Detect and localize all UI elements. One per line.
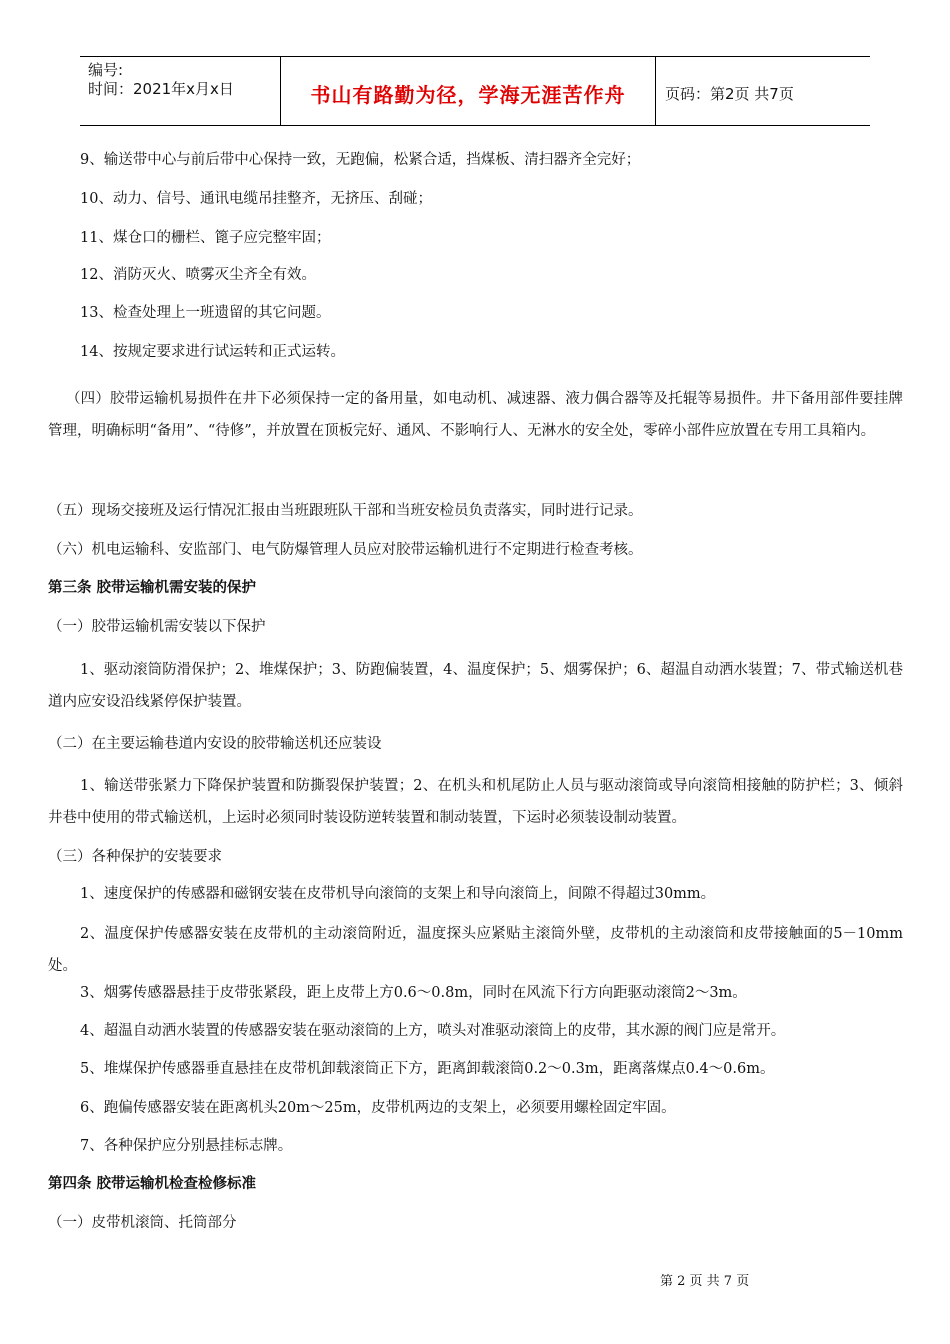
body-line: 10、动力、信号、通讯电缆吊挂整齐，无挤压、刮碰； — [80, 191, 432, 207]
page-footer: 第 2 页 共 7 页 — [660, 1274, 750, 1289]
body-line: 5、堆煤保护传感器垂直悬挂在皮带机卸载滚筒正下方，距离卸载滚筒0.2～0.3m，距离落煤点0.4～0.6m。 — [80, 1061, 775, 1077]
section-heading: 第四条 胶带运输机检查检修标准 — [48, 1176, 257, 1192]
body-paragraph: 1、输送带张紧力下降保护装置和防撕裂保护装置；2、在机头和机尾防止人员与驱动滚筒或导向滚筒相接触的防护栏；3、倾斜井巷中使用的带式输送机，上运时必须同时装设防逆转装置和制动装置，下运时必须装设制动装置。 — [48, 778, 903, 826]
body-line: （三）各种保护的安装要求 — [48, 849, 222, 865]
body-line: 3、烟雾传感器悬挂于皮带张紧段，距上皮带上方0.6～0.8m，同时在风流下行方向距驱动滚筒2～3m。 — [80, 985, 747, 1001]
document-time: 时间：2021年x月x日 — [88, 80, 234, 98]
body-line: （六）机电运输科、安监部门、电气防爆管理人员应对胶带运输机进行不定期进行检查考核。 — [48, 542, 643, 558]
body-line: 14、按规定要求进行试运转和正式运转。 — [80, 344, 345, 360]
body-line: 7、各种保护应分别悬挂标志牌。 — [80, 1138, 293, 1154]
body-paragraph: （四）胶带运输机易损件在井下必须保持一定的备用量，如电动机、减速器、液力偶合器等及托辊等易损件。井下备用部件要挂牌管理，明确标明“备用”、“待修”，并放置在顶板完好、通风、不影响行人、无淋水的安全处，零碎小部件应放置在专用工具箱内。 — [48, 391, 903, 439]
body-line: （五）现场交接班及运行情况汇报由当班跟班队干部和当班安检员负责落实，同时进行记录。 — [48, 503, 643, 519]
body-line: 13、检查处理上一班遗留的其它问题。 — [80, 305, 331, 321]
body-line: （二）在主要运输巷道内安设的胶带输送机还应装设 — [48, 736, 382, 752]
header-motto: 书山有路勤为径，学海无涯苦作舟 — [310, 83, 626, 107]
header-meta — [88, 61, 234, 99]
body-line: 11、煤仓口的栅栏、篦子应完整牢固； — [80, 230, 331, 246]
body-line: 9、输送带中心与前后带中心保持一致，无跑偏，松紧合适，挡煤板、清扫器齐全完好； — [80, 152, 641, 168]
header-page-info: 页码：第2页 共7页 — [665, 85, 794, 103]
body-line: 6、跑偏传感器安装在距离机头20m～25m，皮带机两边的支架上，必须要用螺栓固定牢固。 — [80, 1100, 676, 1116]
body-line: 1、速度保护的传感器和磁钢安装在皮带机导向滚筒的支架上和导向滚筒上，间隙不得超过30mm。 — [80, 886, 716, 902]
body-line: 4、超温自动洒水装置的传感器安装在驱动滚筒的上方，喷头对准驱动滚筒上的皮带，其水源的阀门应是常开。 — [80, 1023, 786, 1039]
page-header — [80, 56, 870, 126]
header-divider — [655, 57, 656, 125]
section-heading: 第三条 胶带运输机需安装的保护 — [48, 580, 257, 596]
body-paragraph: 1、驱动滚筒防滑保护；2、堆煤保护；3、防跑偏装置，4、温度保护；5、烟雾保护；6、超温自动洒水装置；7、带式输送机巷道内应安设沿线紧停保护装置。 — [48, 662, 903, 710]
body-line: （一）皮带机滚筒、托筒部分 — [48, 1215, 237, 1231]
body-line: （一）胶带运输机需安装以下保护 — [48, 619, 266, 635]
document-number-label: 编号: — [88, 61, 124, 79]
body-line: 12、消防灭火、喷雾灭尘齐全有效。 — [80, 267, 316, 283]
body-paragraph: 2、温度保护传感器安装在皮带机的主动滚筒附近，温度探头应紧贴主滚筒外壁，皮带机的主动滚筒和皮带接触面的5－10mm处。 — [48, 926, 903, 974]
